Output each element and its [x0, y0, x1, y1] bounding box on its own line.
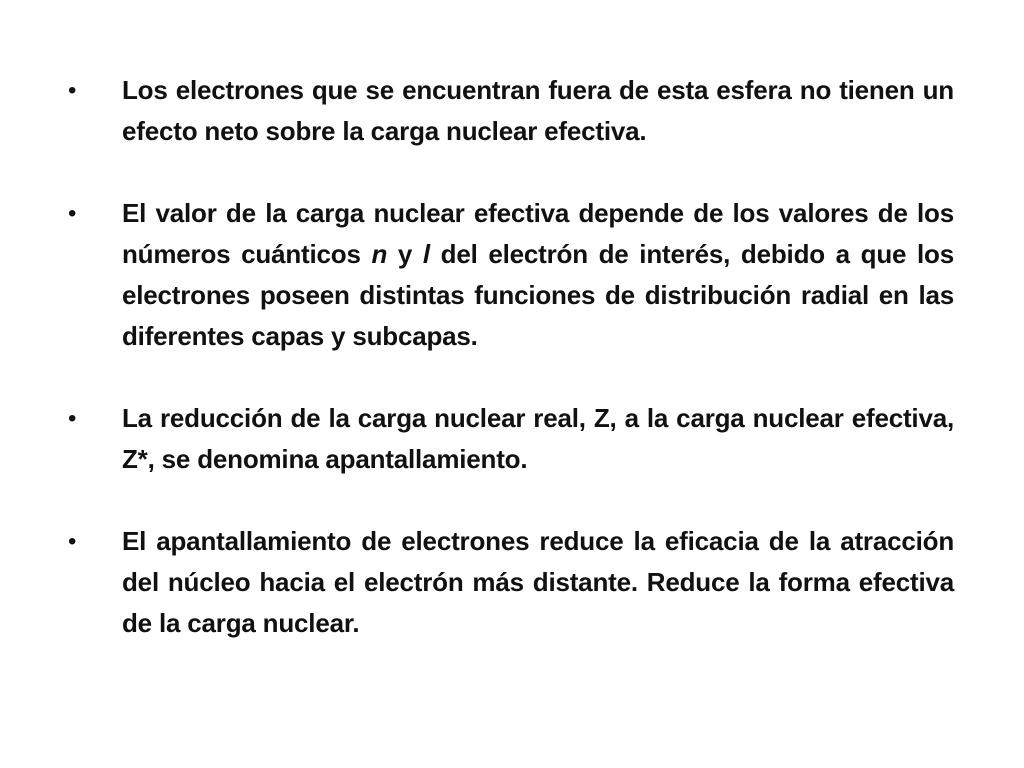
bullet-text — [122, 198, 954, 351]
bullet-text: Los electrones que se encuentran fuera de esta esfera no tienen un efecto neto sobre la carga nuclear efectiva. — [122, 75, 954, 146]
bullet-item-4 — [68, 521, 954, 644]
bullet-icon: • — [68, 405, 77, 432]
bullet-item-3 — [68, 398, 954, 480]
bullet-text: La reducción de la carga nuclear real, Z, a la carga nuclear efectiva, Z*, se denomina apantallamiento. — [122, 403, 954, 474]
text-segment: El valor de la carga nuclear efectiva depende de los valores de los números cuánticos — [122, 198, 954, 269]
quantum-number-n: n — [371, 239, 388, 269]
bullet-icon: • — [68, 77, 77, 104]
bullet-icon: • — [68, 528, 77, 555]
text-segment: del electrón de interés, debido a que los electrones poseen distintas funciones de distribución radial en las diferentes capas y subcapas. — [122, 239, 954, 351]
bullet-text: El apantallamiento de electrones reduce la eficacia de la atracción del núcleo hacia el electrón más distante. Reduce la forma efectiva de la carga nuclear. — [122, 526, 954, 638]
bullet-list — [68, 70, 954, 644]
bullet-item-2 — [68, 193, 954, 357]
bullet-item-1 — [68, 70, 954, 152]
text-segment: y — [387, 239, 423, 269]
quantum-number-l: l — [422, 239, 430, 269]
bullet-icon: • — [68, 200, 77, 227]
